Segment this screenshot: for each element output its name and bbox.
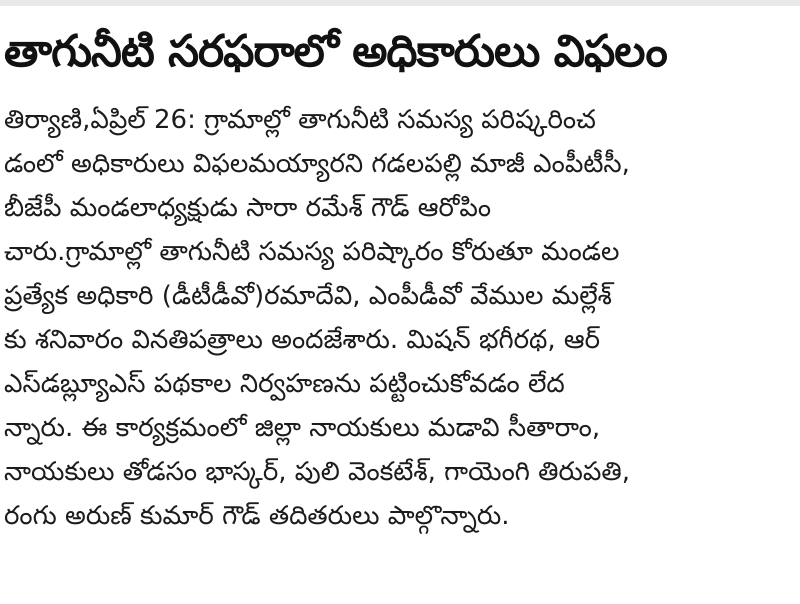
article-headline: తాగునీటి సరఫరాలో అధికారులు విఫలం <box>4 26 667 77</box>
article-body <box>4 98 792 538</box>
clipping-top-edge <box>0 0 800 6</box>
article-line: ఎస్‌డబ్ల్యూఎస్ పథకాల నిర్వహణను పట్టించుకోవడం లేద <box>4 369 565 399</box>
article-line: న్నారు. ఈ కార్యక్రమంలో జిల్లా నాయకులు మడావి సీతారాం, <box>4 413 601 443</box>
article-line: ప్రత్యేక అధికారి (డీటీడీవో)రమాదేవి, ఎంపీడీవో వేముల మల్లేశ్ <box>4 281 612 311</box>
article-line: నాయకులు తోడసం భాస్కర్, పులి వెంకటేశ్, గాయెంగి తిరుపతి, <box>4 457 630 487</box>
article-line: చారు.గ్రామాల్లో తాగునీటి సమస్య పరిష్కారం కోరుతూ మండల <box>4 237 620 267</box>
article-line: తిర్యాణి,ఏప్రిల్ 26: గ్రామాల్లో తాగునీటి సమస్య పరిష్కరించ <box>4 105 596 135</box>
article-line: కు శనివారం వినతిపత్రాలు అందజేశారు. మిషన్ భగీరథ, ఆర్ <box>4 325 601 355</box>
article-line: డంలో అధికారులు విఫలమయ్యారని గడలపల్లి మాజీ ఎంపీటీసీ, <box>4 149 630 179</box>
article-line: రంగు అరుణ్ కుమార్ గౌడ్ తదితరులు పాల్గొన్నారు. <box>4 501 510 531</box>
article-line: బీజేపీ మండలాధ్యక్షుడు సారా రమేశ్ గౌడ్ ఆరోపిం <box>4 193 492 223</box>
